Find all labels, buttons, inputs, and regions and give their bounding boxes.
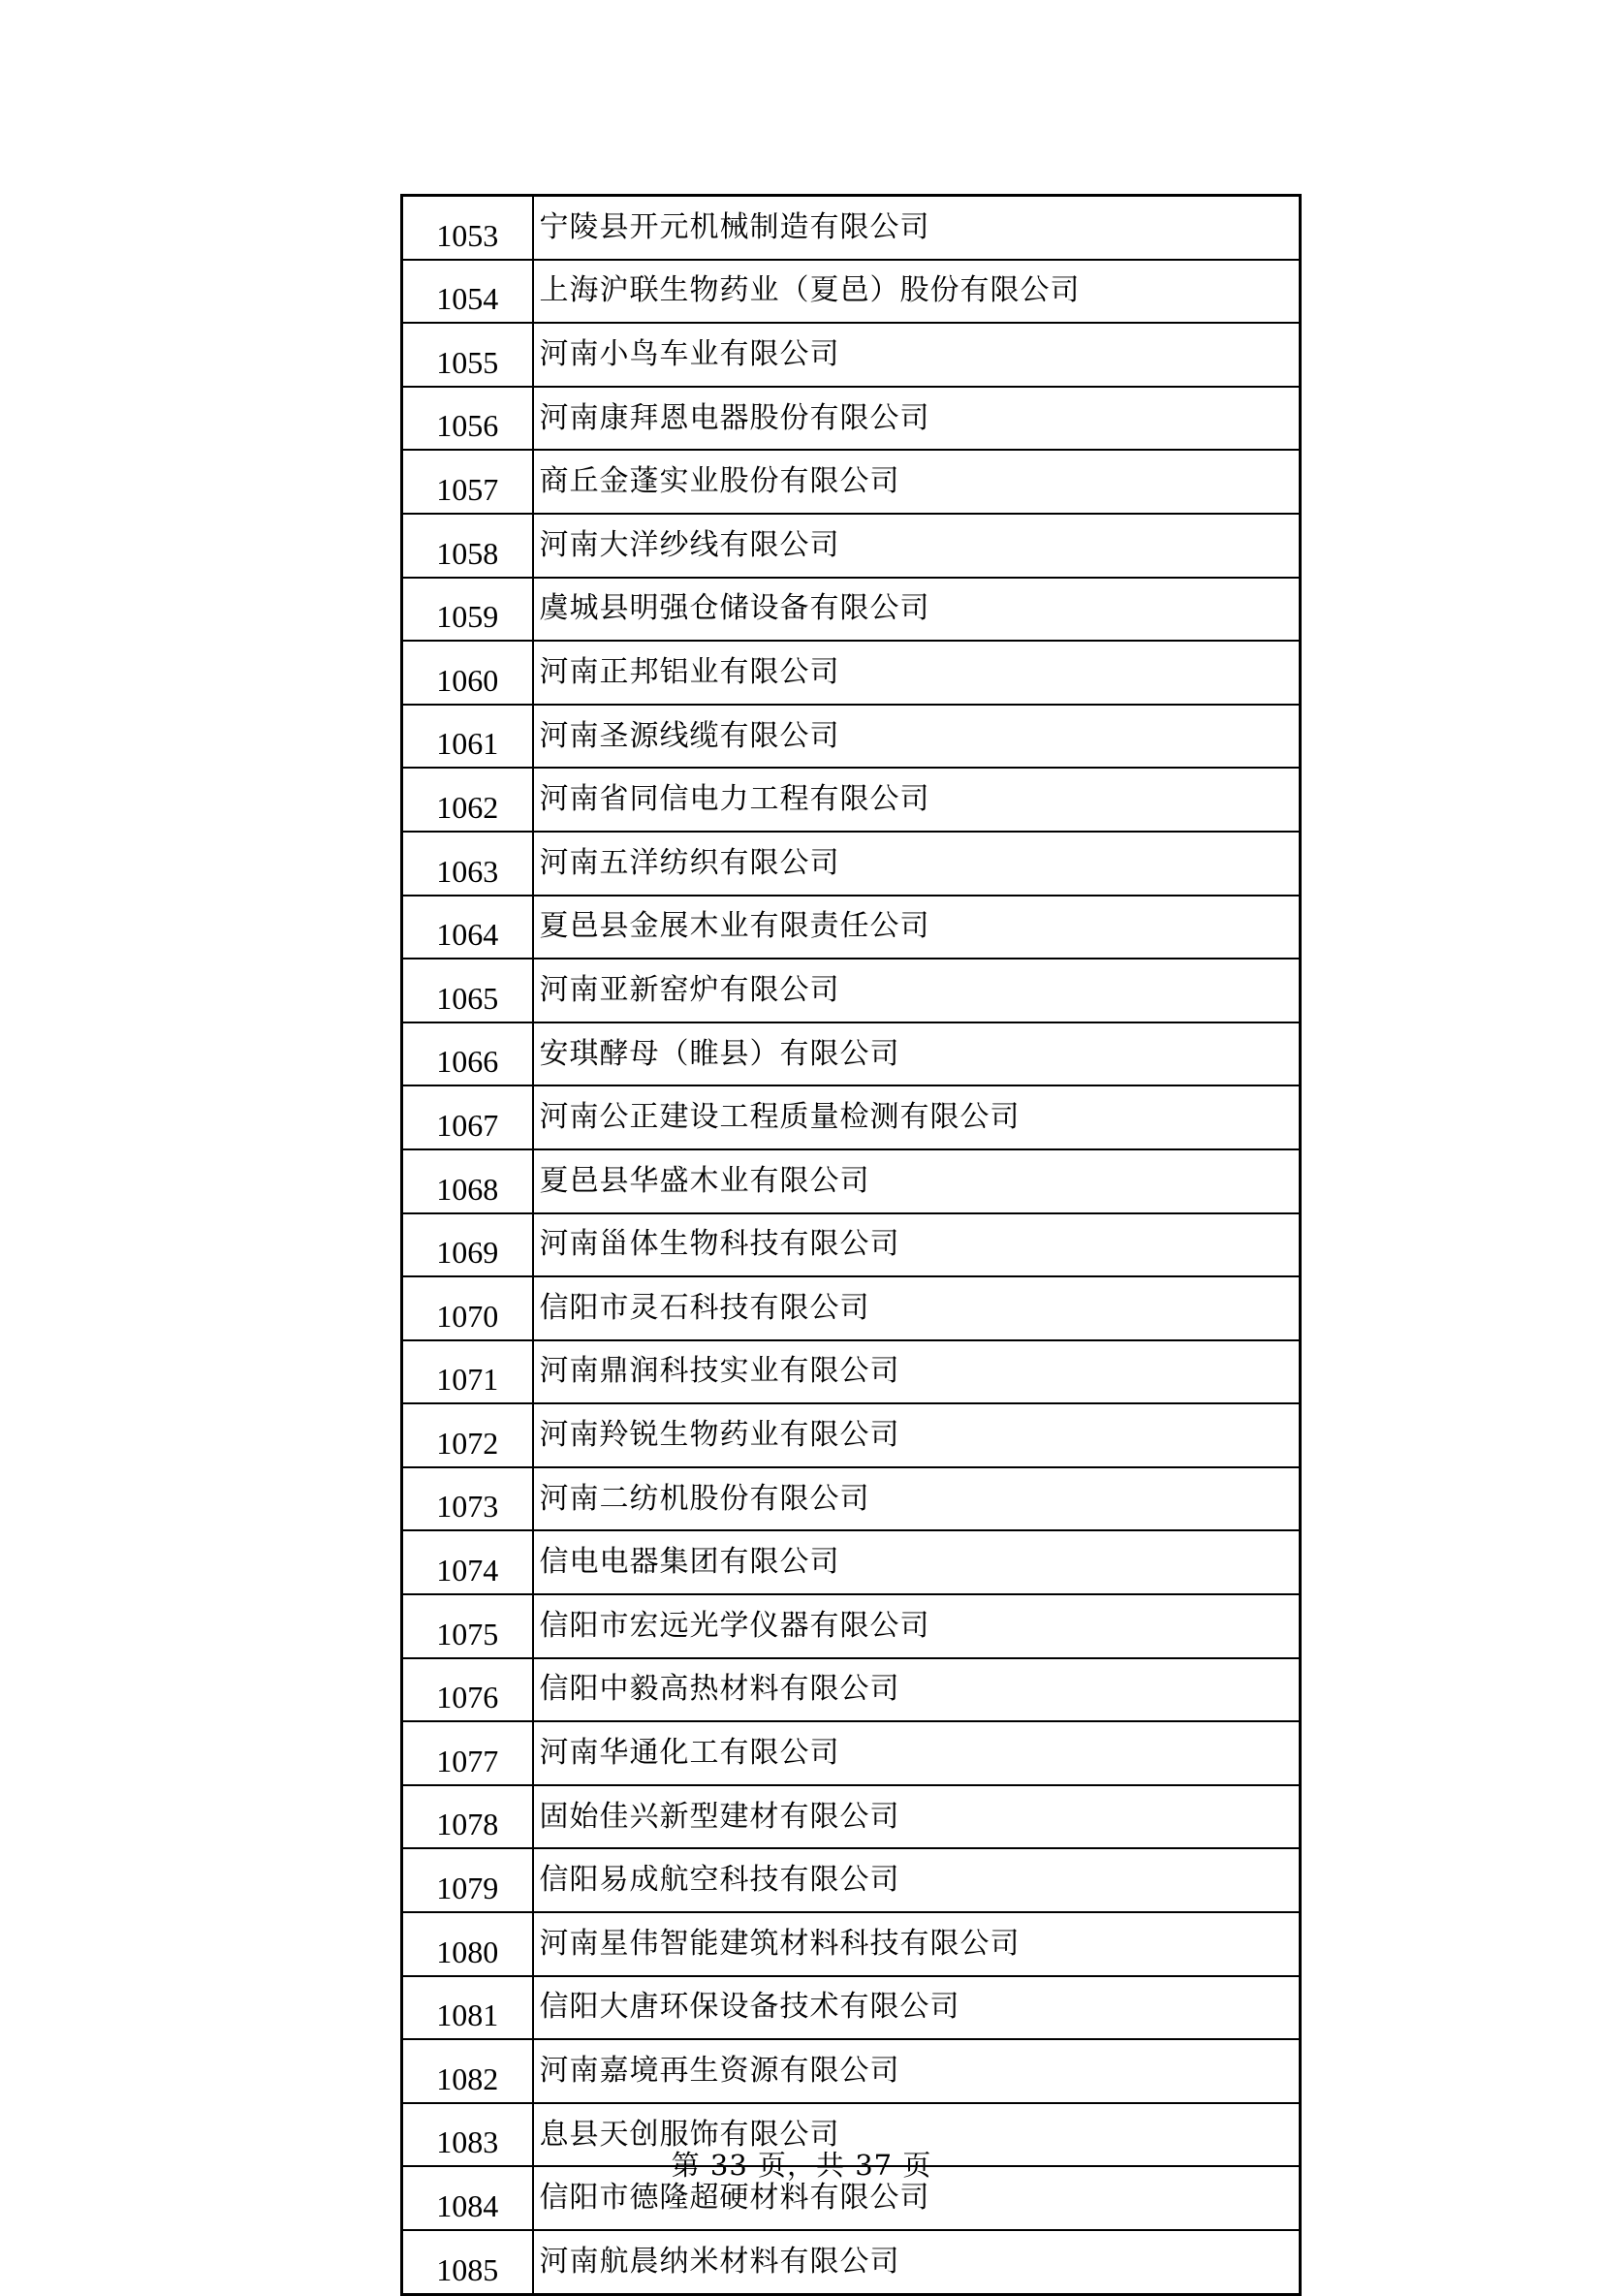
company-name-cell: 安琪酵母（睢县）有限公司 [533, 1022, 1301, 1086]
row-number-cell: 1072 [402, 1403, 533, 1467]
table-row [402, 896, 1301, 959]
row-number-cell: 1078 [402, 1785, 533, 1849]
row-number-cell: 1070 [402, 1276, 533, 1340]
company-name-cell: 上海沪联生物药业（夏邑）股份有限公司 [533, 260, 1301, 324]
company-list-table [400, 194, 1302, 2296]
table-row [402, 959, 1301, 1022]
row-number-cell: 1068 [402, 1149, 533, 1213]
table-row [402, 1848, 1301, 1912]
row-number-cell: 1056 [402, 387, 533, 451]
table-row [402, 514, 1301, 578]
company-name-cell: 固始佳兴新型建材有限公司 [533, 1785, 1301, 1849]
row-number-cell: 1079 [402, 1848, 533, 1912]
table-row [402, 1658, 1301, 1722]
row-number-cell: 1077 [402, 1721, 533, 1785]
company-name-cell: 信阳市德隆超硬材料有限公司 [533, 2166, 1301, 2230]
table-row [402, 1467, 1301, 1531]
company-name-cell: 河南省同信电力工程有限公司 [533, 768, 1301, 832]
row-number-cell: 1071 [402, 1340, 533, 1404]
table-row [402, 323, 1301, 387]
table-row [402, 1976, 1301, 2040]
company-name-cell: 河南正邦铝业有限公司 [533, 641, 1301, 705]
table-row [402, 1085, 1301, 1149]
company-name-cell: 河南羚锐生物药业有限公司 [533, 1403, 1301, 1467]
row-number-cell: 1055 [402, 323, 533, 387]
company-name-cell: 河南康拜恩电器股份有限公司 [533, 387, 1301, 451]
row-number-cell: 1060 [402, 641, 533, 705]
company-name-cell: 河南亚新窑炉有限公司 [533, 959, 1301, 1022]
table-row [402, 1022, 1301, 1086]
company-name-cell: 河南星伟智能建筑材料科技有限公司 [533, 1912, 1301, 1976]
table-row [402, 832, 1301, 896]
company-name-cell: 商丘金蓬实业股份有限公司 [533, 450, 1301, 514]
company-name-cell: 信阳市灵石科技有限公司 [533, 1276, 1301, 1340]
company-name-cell: 信阳大唐环保设备技术有限公司 [533, 1976, 1301, 2040]
company-name-cell: 河南嘉境再生资源有限公司 [533, 2039, 1301, 2103]
table-row [402, 450, 1301, 514]
table-row [402, 1785, 1301, 1849]
row-number-cell: 1053 [402, 196, 533, 260]
company-name-cell: 信阳市宏远光学仪器有限公司 [533, 1594, 1301, 1658]
company-name-cell: 信阳中毅高热材料有限公司 [533, 1658, 1301, 1722]
company-name-cell: 夏邑县金展木业有限责任公司 [533, 896, 1301, 959]
table-row [402, 768, 1301, 832]
row-number-cell: 1085 [402, 2230, 533, 2294]
row-number-cell: 1061 [402, 705, 533, 769]
company-name-cell: 河南华通化工有限公司 [533, 1721, 1301, 1785]
company-name-cell: 河南甾体生物科技有限公司 [533, 1213, 1301, 1277]
company-name-cell: 河南鼎润科技实业有限公司 [533, 1340, 1301, 1404]
table-row [402, 1530, 1301, 1594]
row-number-cell: 1059 [402, 578, 533, 642]
row-number-cell: 1065 [402, 959, 533, 1022]
row-number-cell: 1067 [402, 1085, 533, 1149]
company-name-cell: 河南小鸟车业有限公司 [533, 323, 1301, 387]
row-number-cell: 1063 [402, 832, 533, 896]
row-number-cell: 1064 [402, 896, 533, 959]
table-row [402, 260, 1301, 324]
row-number-cell: 1083 [402, 2103, 533, 2167]
table-row [402, 705, 1301, 769]
company-name-cell: 信电电器集团有限公司 [533, 1530, 1301, 1594]
table-row [402, 1149, 1301, 1213]
company-name-cell: 宁陵县开元机械制造有限公司 [533, 196, 1301, 260]
table-row [402, 1594, 1301, 1658]
company-name-cell: 息县天创服饰有限公司 [533, 2103, 1301, 2167]
table-row [402, 196, 1301, 260]
row-number-cell: 1066 [402, 1022, 533, 1086]
row-number-cell: 1074 [402, 1530, 533, 1594]
row-number-cell: 1073 [402, 1467, 533, 1531]
table-row [402, 1403, 1301, 1467]
company-name-cell: 河南二纺机股份有限公司 [533, 1467, 1301, 1531]
row-number-cell: 1084 [402, 2166, 533, 2230]
table-row [402, 387, 1301, 451]
table-row [402, 1721, 1301, 1785]
table-row [402, 1276, 1301, 1340]
row-number-cell: 1075 [402, 1594, 533, 1658]
row-number-cell: 1054 [402, 260, 533, 324]
company-name-cell: 河南五洋纺织有限公司 [533, 832, 1301, 896]
company-name-cell: 夏邑县华盛木业有限公司 [533, 1149, 1301, 1213]
company-name-cell: 信阳易成航空科技有限公司 [533, 1848, 1301, 1912]
row-number-cell: 1076 [402, 1658, 533, 1722]
table-row [402, 2230, 1301, 2294]
row-number-cell: 1062 [402, 768, 533, 832]
row-number-cell: 1080 [402, 1912, 533, 1976]
table-row [402, 641, 1301, 705]
company-name-cell: 虞城县明强仓储设备有限公司 [533, 578, 1301, 642]
company-list-body [402, 196, 1301, 2295]
page-number-footer: 第 33 页，共 37 页 [671, 2149, 932, 2182]
row-number-cell: 1058 [402, 514, 533, 578]
company-name-cell: 河南圣源线缆有限公司 [533, 705, 1301, 769]
table-row [402, 1340, 1301, 1404]
table-row [402, 578, 1301, 642]
table-row [402, 2039, 1301, 2103]
company-name-cell: 河南航晨纳米材料有限公司 [533, 2230, 1301, 2294]
table-row [402, 1213, 1301, 1277]
company-name-cell: 河南大洋纱线有限公司 [533, 514, 1301, 578]
row-number-cell: 1069 [402, 1213, 533, 1277]
row-number-cell: 1081 [402, 1976, 533, 2040]
row-number-cell: 1082 [402, 2039, 533, 2103]
row-number-cell: 1057 [402, 450, 533, 514]
table-row [402, 1912, 1301, 1976]
company-name-cell: 河南公正建设工程质量检测有限公司 [533, 1085, 1301, 1149]
